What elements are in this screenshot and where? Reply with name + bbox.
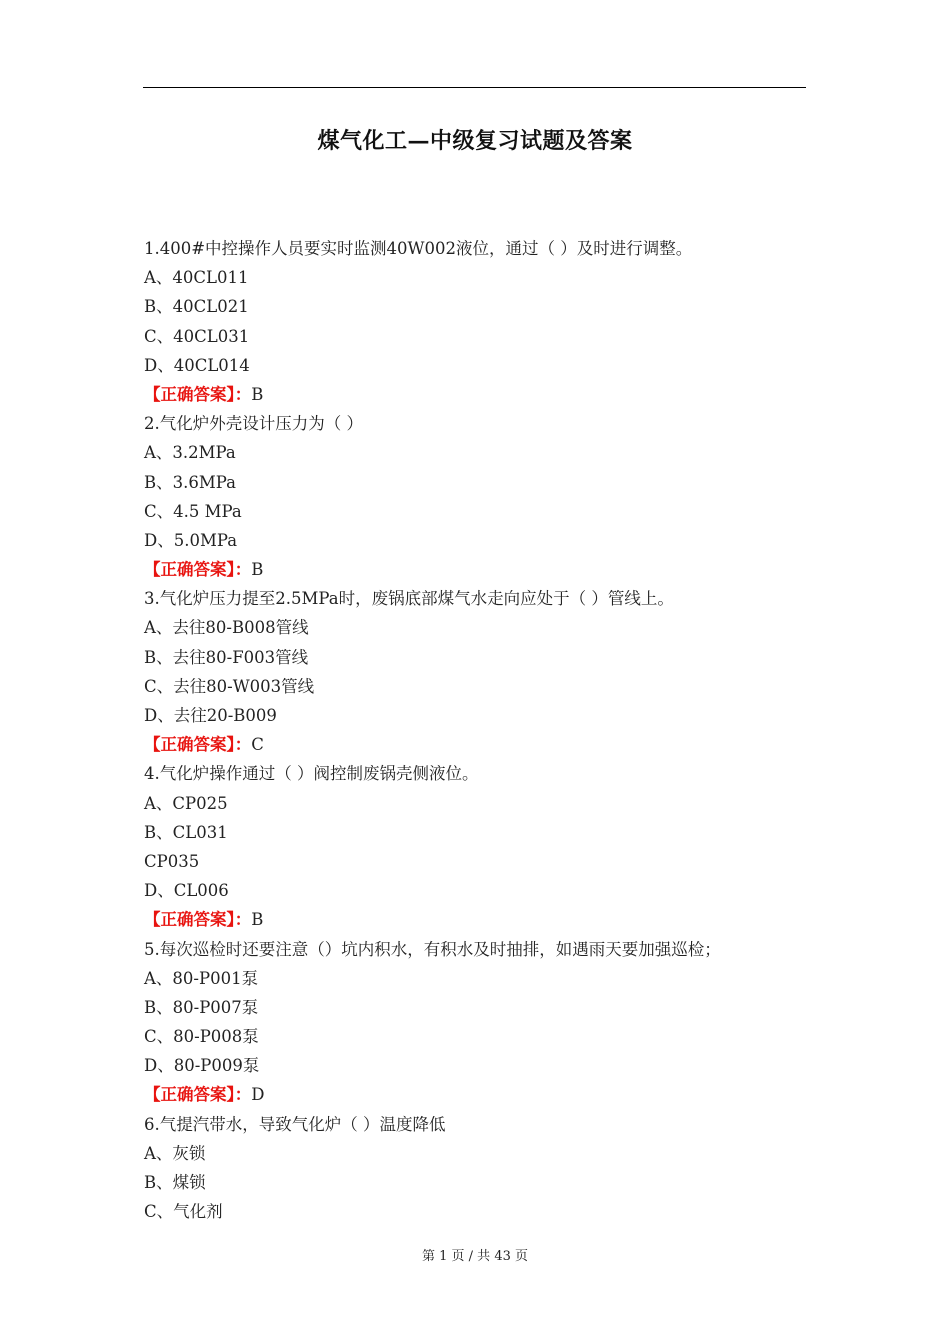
option: B、80-P007泵 — [144, 997, 259, 1017]
option: C、40CL031 — [144, 326, 250, 346]
header-rule — [143, 87, 806, 88]
option: A、灰锁 — [144, 1143, 206, 1163]
question-text: 1.400#中控操作人员要实时监测40W002液位，通过（ ）及时进行调整。 — [144, 239, 693, 258]
answer-line — [144, 555, 824, 584]
answer-label: 【正确答案】： — [144, 735, 252, 755]
question-text: 3.气化炉压力提至2.5MPa时，废锅底部煤气水走向应处于（ ）管线上。 — [144, 589, 674, 609]
option: B、40CL021 — [144, 297, 249, 317]
option: CP035 — [144, 851, 200, 871]
option: C、80-P008泵 — [144, 1027, 259, 1047]
question-text: 5.每次巡检时还要注意（）坑内积水，有积水及时抽排，如遇雨天要加强巡检； — [144, 939, 721, 959]
option: D、80-P009泵 — [144, 1056, 260, 1076]
answer-label: 【正确答案】： — [144, 910, 252, 930]
option: A、3.2MPa — [144, 443, 236, 463]
answer-line — [144, 380, 824, 409]
answer-label: 【正确答案】： — [144, 560, 252, 580]
option: D、去往20-B009 — [144, 706, 277, 725]
option: A、80-P001泵 — [144, 968, 259, 988]
option: A、CP025 — [144, 793, 228, 813]
option: D、5.0MPa — [144, 530, 238, 550]
option: D、CL006 — [144, 881, 229, 901]
question-text: 4.气化炉操作通过（ ）阀控制废锅壳侧液位。 — [144, 764, 479, 784]
option: A、40CL011 — [144, 268, 249, 288]
question-text: 2.气化炉外壳设计压力为（ ） — [144, 414, 363, 434]
option: D、40CL014 — [144, 355, 250, 375]
answer-value: B — [251, 560, 264, 580]
option: C、去往80-W003管线 — [144, 676, 315, 696]
answer-value: C — [251, 735, 264, 755]
option: A、去往80-B008管线 — [144, 618, 309, 638]
page-footer: 第 1 页 / 共 43 页 — [422, 1249, 528, 1264]
question-text: 6.气提汽带水，导致气化炉（ ）温度降低 — [144, 1114, 446, 1134]
answer-line — [144, 905, 824, 934]
option: B、去往80-F003管线 — [144, 647, 309, 667]
answer-value: D — [251, 1085, 265, 1105]
answer-value: B — [251, 384, 264, 404]
option: B、煤锁 — [144, 1173, 206, 1192]
option: B、CL031 — [144, 822, 228, 842]
option: B、3.6MPa — [144, 472, 236, 492]
answer-line — [144, 730, 824, 759]
question-list — [144, 234, 824, 1226]
answer-line — [144, 1080, 824, 1109]
answer-label: 【正确答案】： — [144, 384, 252, 404]
answer-value: B — [251, 910, 264, 930]
option: C、4.5 MPa — [144, 501, 242, 521]
answer-label: 【正确答案】： — [144, 1085, 252, 1105]
document-title: 煤气化工—中级复习试题及答案 — [317, 128, 633, 154]
option: C、气化剂 — [144, 1202, 223, 1222]
